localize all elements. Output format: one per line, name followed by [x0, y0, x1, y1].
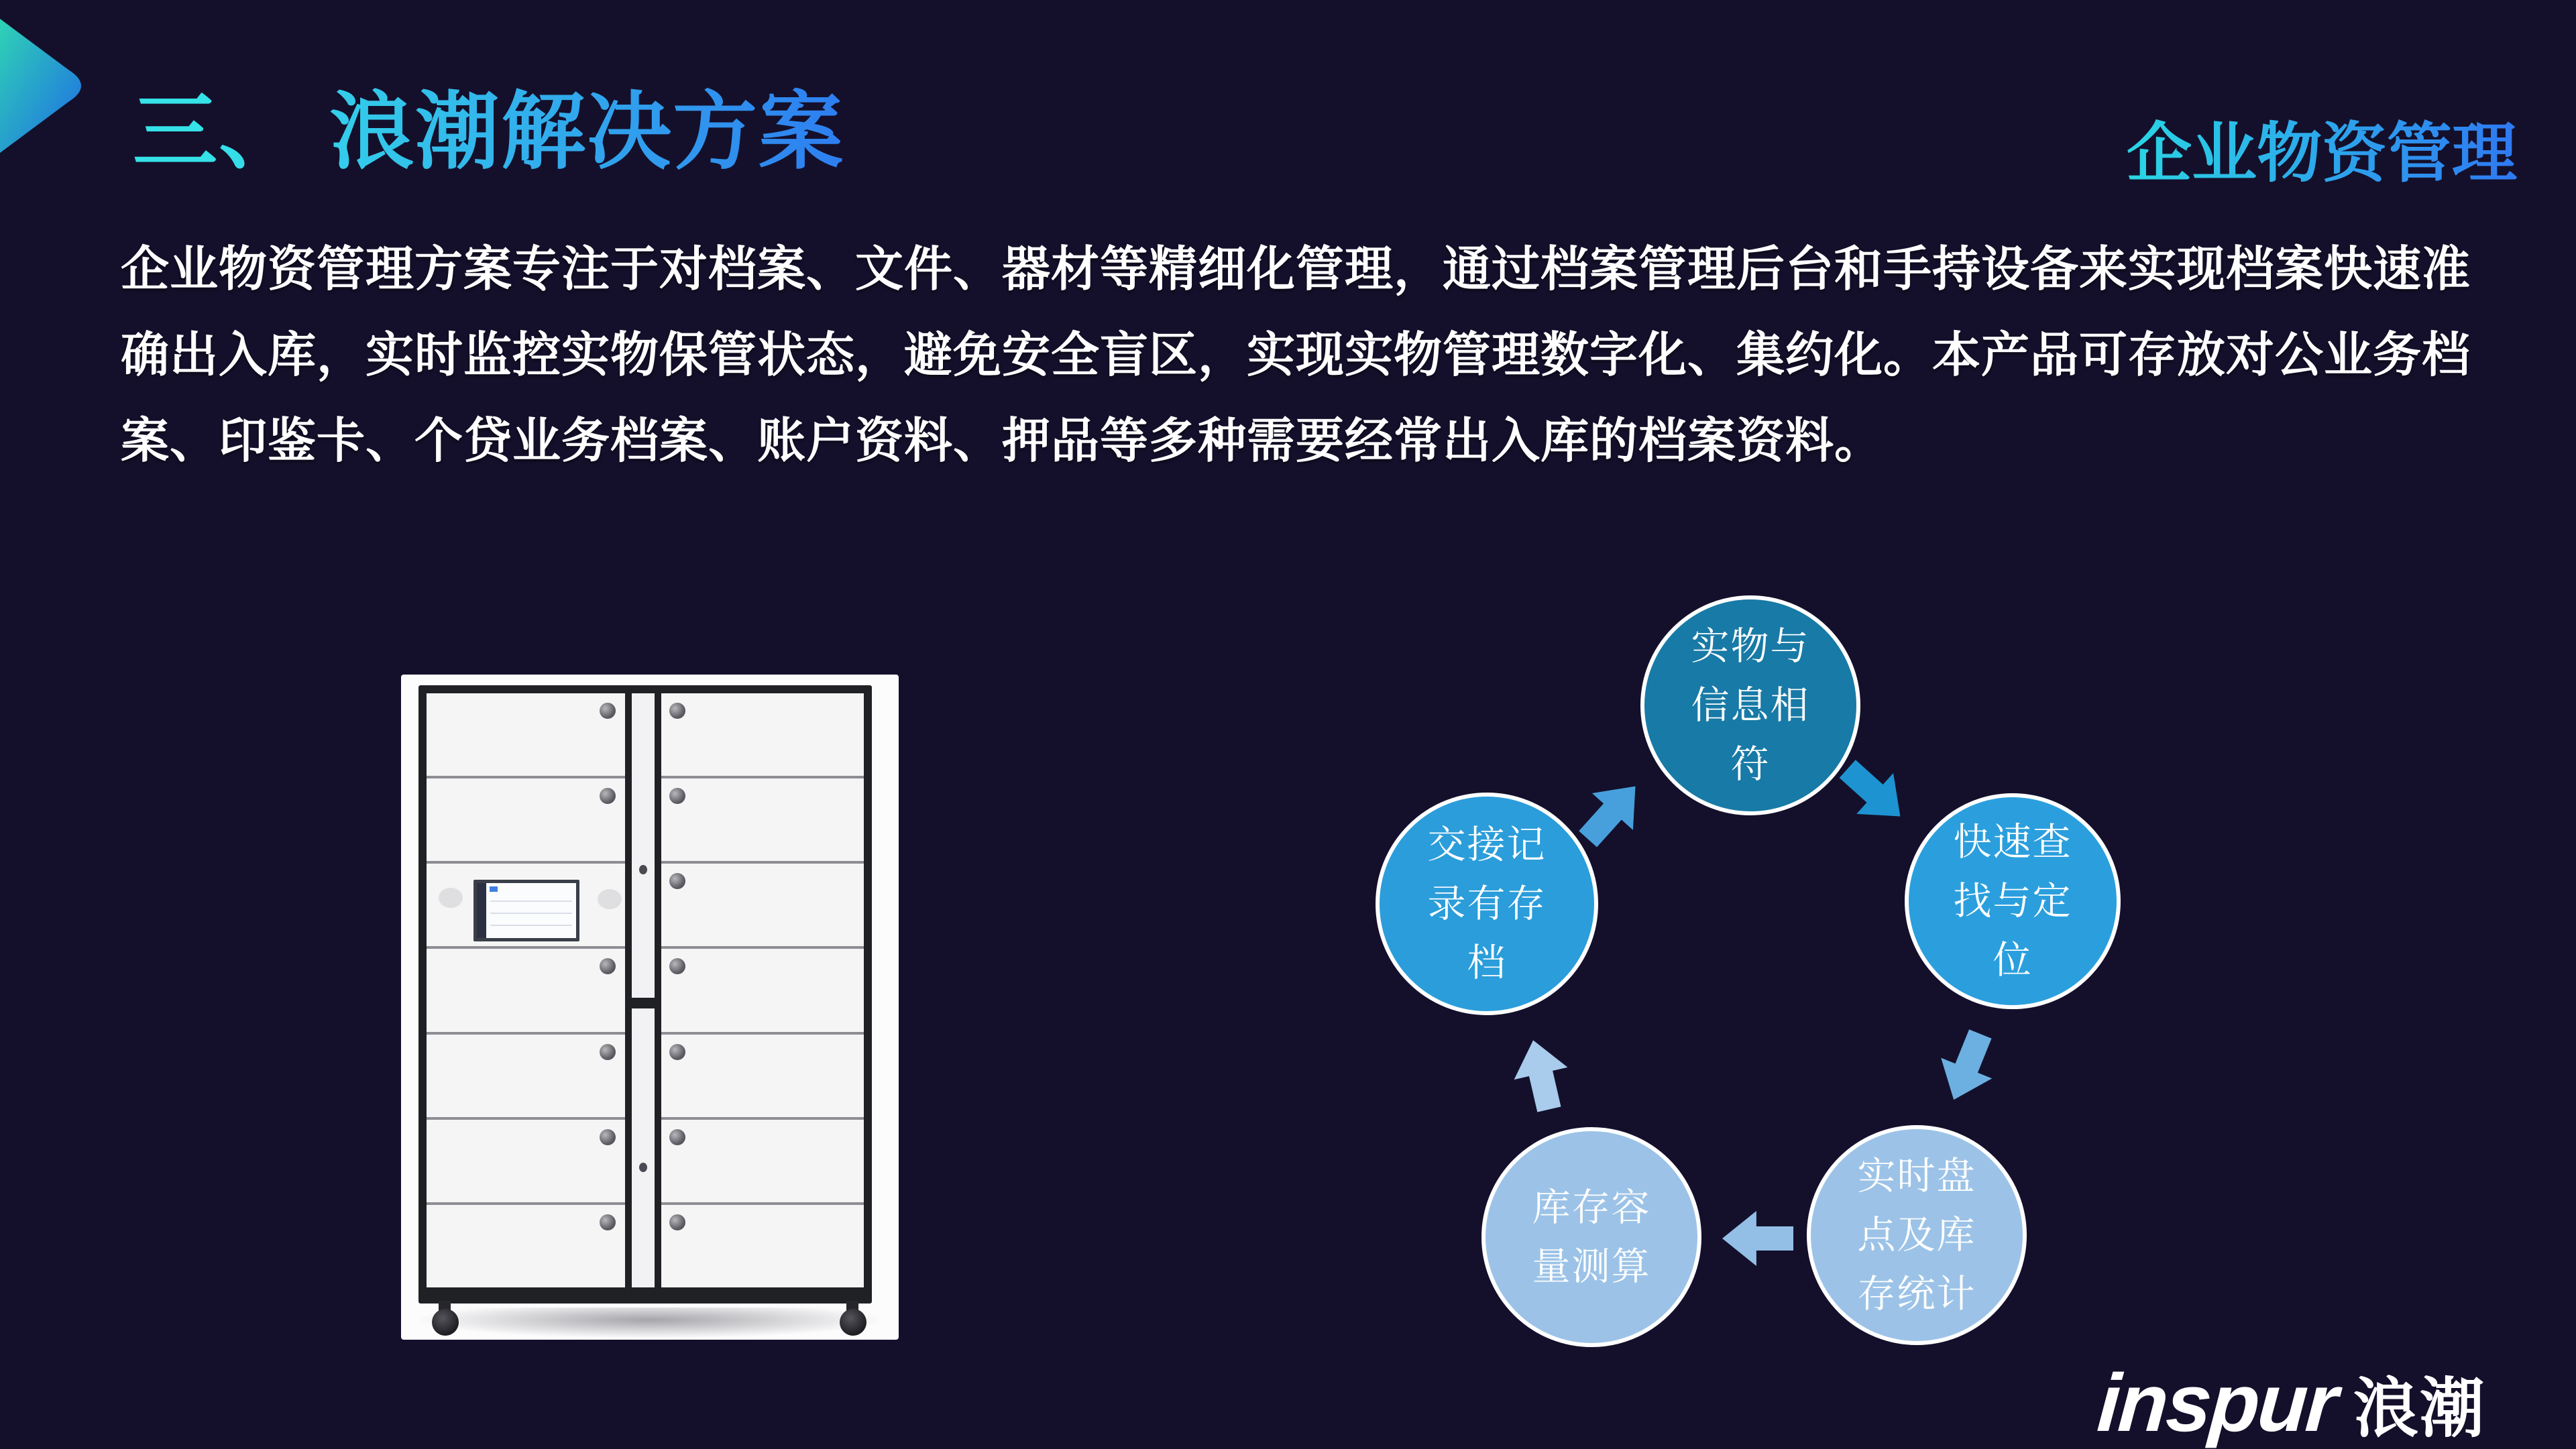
lock-knob-icon — [669, 873, 685, 889]
cycle-arrow-icon — [1506, 1034, 1576, 1116]
inspur-logo-cjk: 浪潮 — [2353, 1372, 2486, 1445]
cycle-arrow-icon — [1722, 1211, 1793, 1266]
lock-knob-icon — [669, 1129, 685, 1145]
locker-door — [661, 1120, 864, 1205]
corner-tag: 企业物资管理 — [2127, 101, 2517, 194]
lock-knob-icon — [669, 1214, 685, 1230]
cycle-node-inventory — [1807, 1125, 2027, 1345]
locker-door — [661, 778, 864, 864]
screen-content — [486, 883, 576, 938]
node-label-line: 信息相 — [1691, 684, 1810, 727]
control-screen — [473, 880, 579, 941]
locker-door — [427, 778, 625, 864]
lock-knob-icon — [669, 958, 685, 974]
page-title: 三、 浪潮解决方案 — [133, 64, 844, 186]
node-label-line: 实物与 — [1691, 625, 1810, 668]
cycle-node-locate — [1905, 793, 2121, 1009]
node-label-line: 点及库 — [1857, 1214, 1976, 1257]
locker-door — [427, 1205, 625, 1287]
locker-door — [661, 1205, 864, 1287]
node-label-line: 位 — [1993, 939, 2033, 982]
cycle-arrow-icon — [1928, 1024, 2006, 1110]
screen-panel-row — [427, 864, 625, 949]
node-label-line: 交接记 — [1427, 823, 1547, 866]
node-label-line: 找与定 — [1953, 880, 2072, 923]
sensor-pad-icon — [439, 888, 463, 908]
node-label-line: 录有存 — [1427, 882, 1547, 925]
lock-knob-icon — [600, 1044, 616, 1060]
screen-table-row — [490, 901, 572, 902]
cabinet-divider — [655, 693, 661, 1287]
screen-table-row — [490, 913, 572, 914]
node-label-line: 存统计 — [1857, 1273, 1976, 1316]
caster-wheel-icon — [429, 1301, 463, 1336]
lock-knob-icon — [600, 788, 616, 804]
node-label-line: 库存容 — [1532, 1186, 1651, 1229]
body-paragraph — [121, 227, 2522, 484]
screen-logo-icon — [490, 886, 498, 892]
inspur-logo-latin: inspur — [2094, 1357, 2339, 1448]
locker-door — [661, 949, 864, 1034]
lock-knob-icon — [669, 703, 685, 719]
lock-knob-icon — [669, 788, 685, 804]
node-label-line: 档 — [1467, 941, 1507, 984]
locker-door — [427, 1035, 625, 1120]
cabinet-center-strip — [632, 693, 655, 1287]
node-label-line: 符 — [1730, 743, 1771, 786]
cabinet-frame — [418, 685, 872, 1303]
strip-band — [632, 998, 655, 1008]
locker-door — [661, 1035, 864, 1120]
cycle-node-handover — [1376, 793, 1598, 1015]
lock-knob-icon — [600, 958, 616, 974]
screen-sidebar — [477, 883, 486, 938]
keyhole-icon — [639, 1163, 647, 1172]
lock-knob-icon — [600, 1214, 616, 1230]
lock-knob-icon — [600, 1129, 616, 1145]
cabinet-left-column — [427, 693, 625, 1287]
body-line: 案、印鉴卡、个贷业务档案、账户资料、押品等多种需要经常出入库的档案资料。 — [121, 414, 1884, 468]
cabinet-divider — [625, 693, 632, 1287]
cabinet-right-column — [661, 693, 864, 1287]
chevron-decor-icon — [0, 19, 94, 153]
body-line: 企业物资管理方案专注于对档案、文件、器材等精细化管理，通过档案管理后台和手持设备来实现档案快速准 — [121, 243, 2471, 296]
body-line: 确出入库，实时监控实物保管状态，避免安全盲区，实现实物管理数字化、集约化。本产品可存放对公业务档 — [121, 329, 2471, 382]
locker-door — [427, 949, 625, 1034]
sensor-pad-icon — [598, 889, 622, 909]
lock-knob-icon — [669, 1044, 685, 1060]
node-label-line: 实时盘 — [1857, 1155, 1976, 1198]
cycle-node-capacity — [1481, 1127, 1701, 1347]
locker-door — [427, 1120, 625, 1205]
node-label-line: 量测算 — [1532, 1245, 1651, 1288]
locker-door — [661, 864, 864, 949]
inspur-logo — [2094, 1356, 2486, 1449]
cycle-node-match — [1640, 595, 1860, 815]
cabinet-shadow — [413, 1308, 887, 1338]
screen-table-row — [490, 925, 572, 926]
locker-door — [427, 693, 625, 778]
lock-knob-icon — [600, 703, 616, 719]
keyhole-icon — [639, 865, 647, 874]
locker-cabinet-photo — [401, 675, 899, 1340]
caster-wheel-icon — [837, 1301, 871, 1336]
locker-door — [661, 693, 864, 778]
node-label-line: 快速查 — [1953, 821, 2072, 864]
